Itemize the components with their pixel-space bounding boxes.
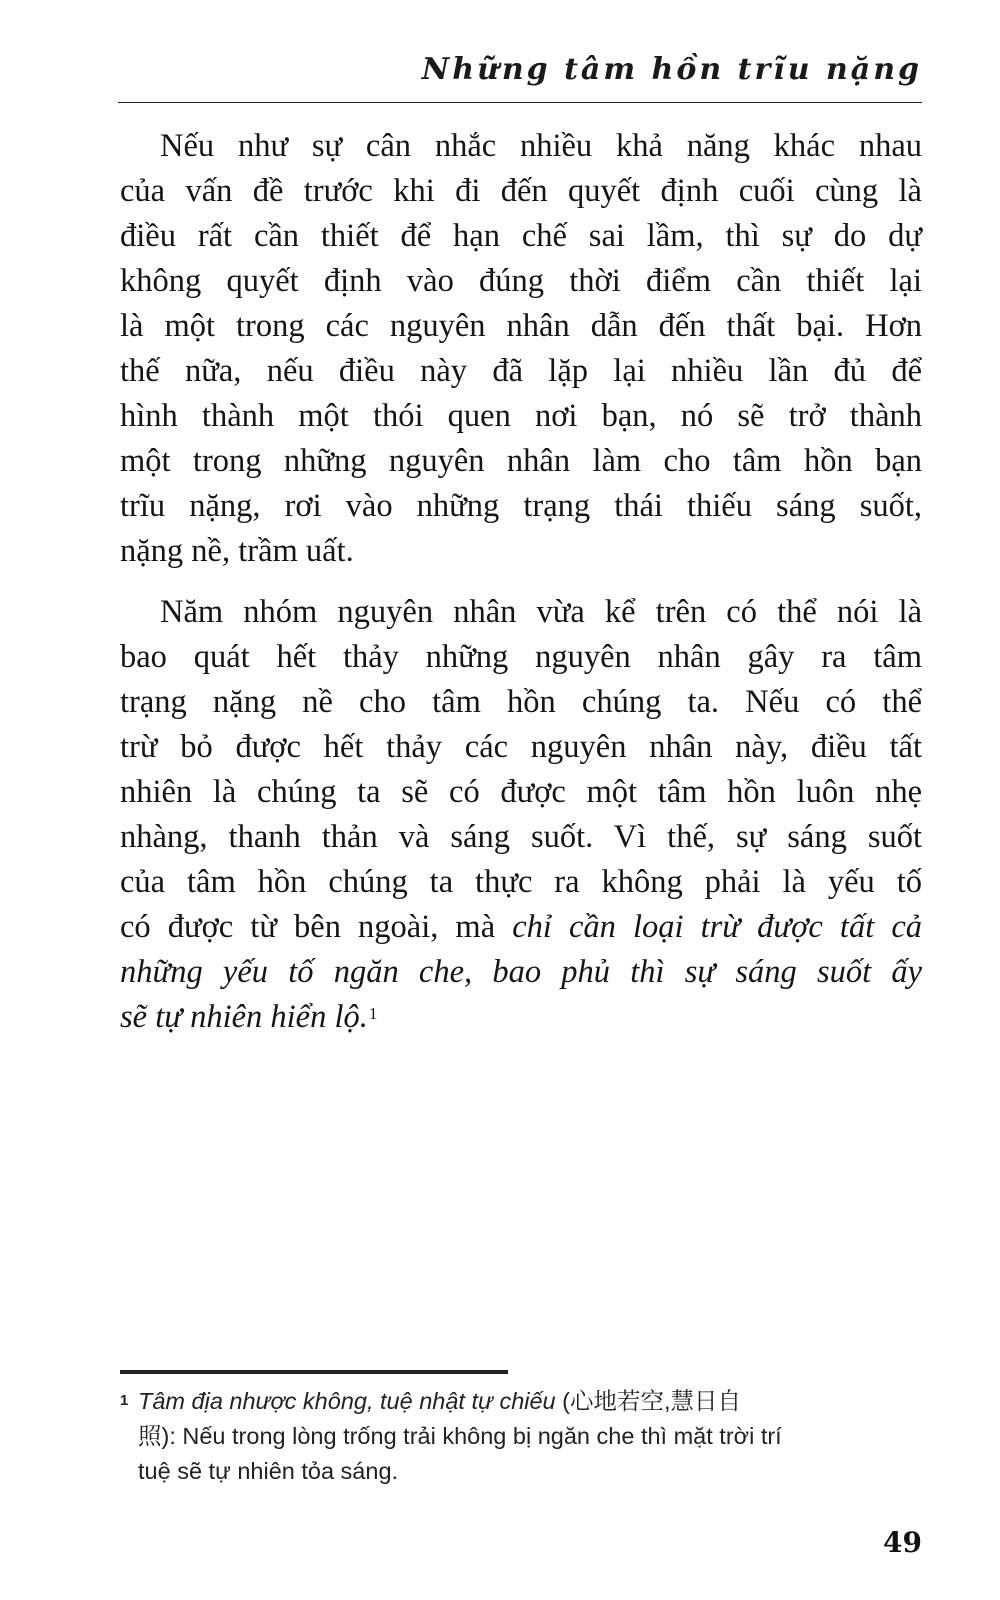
text-line: trĩu nặng, rơi vào những trạng thái thiếu sáng suốt, [120,488,922,524]
text-line: nhiên là chúng ta sẽ có được một tâm hồn luôn nhẹ [120,774,922,810]
text-segment: có được từ bên ngoài, mà [120,909,513,945]
text-line: trừ bỏ được hết thảy các nguyên nhân này, điều tất [120,729,922,765]
text-line: nặng nề, trầm uất. [120,533,354,569]
running-title: Những tâm hồn trĩu nặng [421,52,922,87]
paragraph-1 [120,124,922,574]
footnote-line [120,1384,922,1419]
text-line: là một trong các nguyên nhân dẫn đến thất bại. Hơn [120,308,922,344]
text-line: bao quát hết thảy những nguyên nhân gây ra tâm [120,639,922,675]
footnote-text: (心地若空,慧日自 [555,1388,742,1414]
text-line: Năm nhóm nguyên nhân vừa kể trên có thể nói là [160,594,922,630]
text-line: của tâm hồn chúng ta thực ra không phải là yếu tố [120,864,922,900]
text-line: hình thành một thói quen nơi bạn, nó sẽ trở thành [120,398,922,434]
page-number: 49 [883,1526,922,1559]
footnote-line: 照): Nếu trong lòng trống trải không bị ngăn che thì mặt trời trí [138,1423,782,1449]
text-line: nhàng, thanh thản và sáng suốt. Vì thế, sự sáng suốt [120,819,922,855]
italic-text-line: những yếu tố ngăn che, bao phủ thì sự sáng suốt ấy [120,954,922,990]
footnote-rule [120,1370,508,1374]
paragraph-2 [120,590,922,1040]
text-line: trạng nặng nề cho tâm hồn chúng ta. Nếu có thể [120,684,922,720]
text-line: Nếu như sự cân nhắc nhiều khả năng khác nhau [160,128,922,164]
italic-text-segment: sẽ tự nhiên hiển lộ. [120,999,368,1035]
paragraph-gap [120,574,922,590]
text-line [120,905,922,950]
text-line: của vấn đề trước khi đi đến quyết định cuối cùng là [120,173,922,209]
text-line: thế nữa, nếu điều này đã lặp lại nhiều lần đủ để [120,353,922,389]
text-line: không quyết định vào đúng thời điểm cần thiết lại [120,263,922,299]
text-line: một trong những nguyên nhân làm cho tâm hồn bạn [120,443,922,479]
text-line: điều rất cần thiết để hạn chế sai lầm, thì sự do dự [120,218,922,254]
footnote-mark: 1 [120,1392,129,1409]
body-text [120,124,922,1040]
footnote-reference[interactable]: 1 [368,1004,378,1023]
text-line [120,995,922,1040]
footnote [120,1384,922,1489]
footnote-italic-text: Tâm địa nhược không, tuệ nhật tự chiếu [138,1388,556,1414]
italic-text-segment: chỉ cần loại trừ được tất cả [512,909,922,945]
header-rule [118,102,922,103]
footnote-line: tuệ sẽ tự nhiên tỏa sáng. [138,1458,399,1484]
